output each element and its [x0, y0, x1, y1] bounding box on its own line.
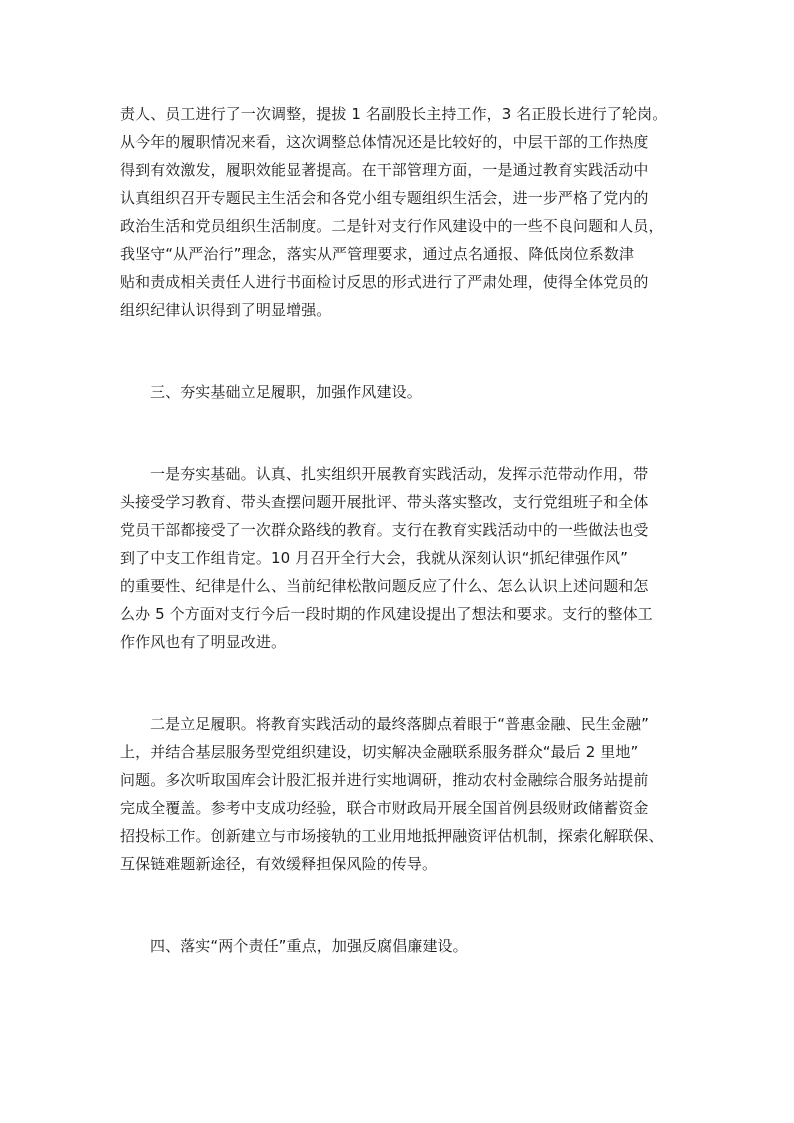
paragraph-1-line-4: 认真组织召开专题民主生活会和各党小组专题组织生活会，进一步严格了党内的 [120, 189, 649, 207]
paragraph-3-line-3: 问题。多次听取国库会计股汇报并进行实地调研，推动农村金融综合服务站提前 [120, 771, 649, 789]
section-heading-3: 三、夯实基础立足履职，加强作风建设。 [150, 383, 422, 401]
paragraph-1-line-3: 得到有效激发，履职效能显著提高。在干部管理方面，一是通过教育实践活动中 [120, 161, 649, 179]
paragraph-3-line-1: 二是立足履职。将教育实践活动的最终落脚点着眼于“普惠金融、民生金融” [150, 715, 649, 733]
paragraph-2-line-6: 么办 5 个方面对支行今后一段时期的作风建设提出了想法和要求。支行的整体工 [120, 605, 653, 623]
paragraph-1-line-2: 从今年的履职情况来看，这次调整总体情况还是比较好的，中层干部的工作热度 [120, 133, 649, 151]
paragraph-3-line-6: 互保链难题新途径，有效缓释担保风险的传导。 [120, 855, 438, 873]
paragraph-2-line-5: 的重要性、纪律是什么、当前纪律松散问题反应了什么、怎么认识上述问题和怎 [120, 577, 649, 595]
paragraph-2-line-7: 作作风也有了明显改进。 [120, 633, 287, 651]
paragraph-2-line-2: 头接受学习教育、带头查摆问题开展批评、带头落实整改，支行党组班子和全体 [120, 493, 649, 511]
paragraph-1-line-5: 政治生活和党员组织生活制度。二是针对支行作风建设中的一些不良问题和人员， [120, 217, 664, 235]
paragraph-3-line-2: 上，并结合基层服务型党组织建设，切实解决金融联系服务群众“最后 2 里地” [120, 743, 639, 761]
paragraph-1-line-8: 组织纪律认识得到了明显增强。 [120, 301, 332, 319]
section-heading-4: 四、落实“两个责任”重点，加强反腐倡廉建设。 [150, 937, 468, 955]
paragraph-2-line-3: 党员干部都接受了一次群众路线的教育。支行在教育实践活动中的一些做法也受 [120, 521, 649, 539]
paragraph-2-line-4: 到了中支工作组肯定。10 月召开全行大会，我就从深刻认识“抓纪律强作风” [120, 549, 628, 567]
paragraph-2-line-1: 一是夯实基础。认真、扎实组织开展教育实践活动，发挥示范带动作用，带 [150, 465, 649, 483]
paragraph-1-line-6: 我坚守“从严治行”理念，落实从严管理要求，通过点名通报、降低岗位系数津 [120, 245, 635, 263]
paragraph-1-line-7: 贴和责成相关责任人进行书面检讨反思的形式进行了严肃处理，使得全体党员的 [120, 273, 649, 291]
paragraph-1-line-1: 责人、员工进行了一次调整，提拔 1 名副股长主持工作，3 名正股长进行了轮岗。 [120, 105, 668, 123]
paragraph-3-line-4: 完成全覆盖。参考中支成功经验，联合市财政局开展全国首例县级财政储蓄资金 [120, 799, 649, 817]
paragraph-3-line-5: 招投标工作。创新建立与市场接轨的工业用地抵押融资评估机制，探索化解联保、 [120, 827, 664, 845]
